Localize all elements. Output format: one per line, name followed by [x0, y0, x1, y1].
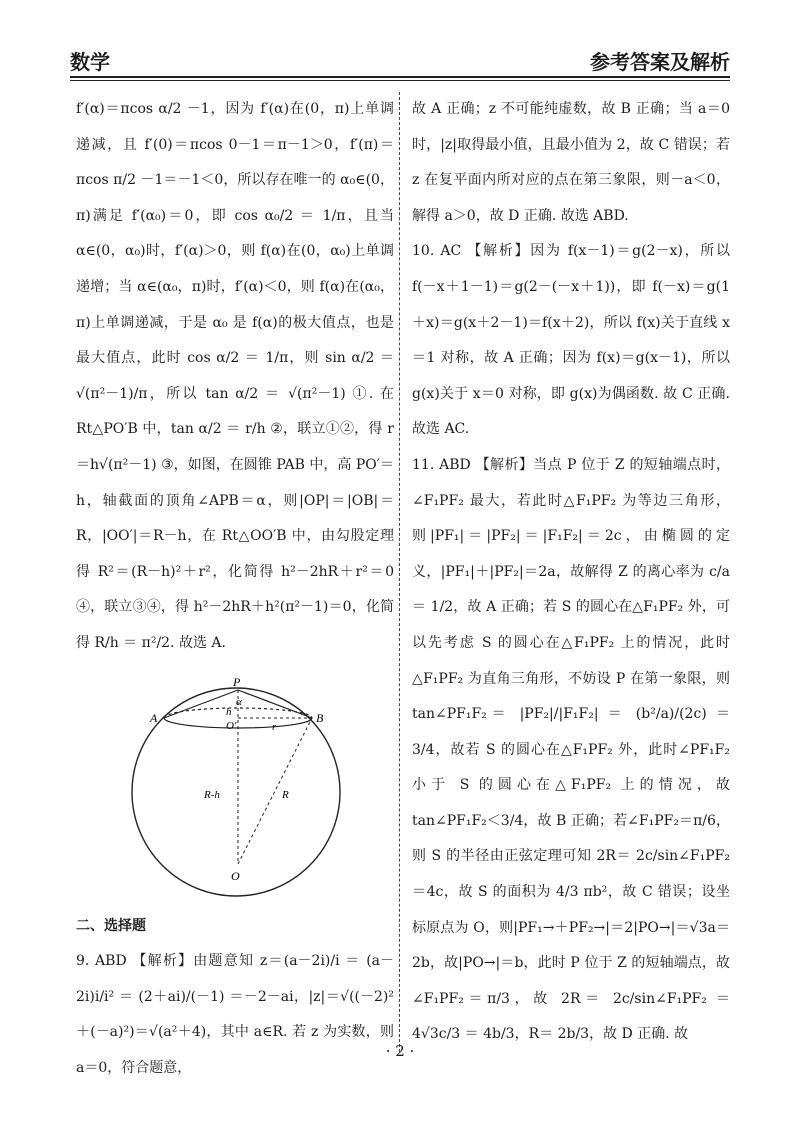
sphere-radius-line — [238, 718, 312, 864]
label-O-prime: O′ — [226, 719, 237, 732]
label-r: r — [272, 720, 277, 733]
label-B: B — [316, 710, 324, 725]
label-R-minus-h: R-h — [204, 788, 220, 801]
solution-10-text: 10. AC 【解析】因为 f(x－1)＝g(2－x)，所以 f(－x＋1－1)＝g(2－(－x＋1))，即 f(－x)＝g(1＋x)＝g(x＋2－1)＝f(x＋2)，所以 f(x)关于直线 x＝1 对称，故 A 正确；因为 f(x)＝g(x－1)，所以 g(x)关于 x＝0 对称，即 g(x)为偶函数. 故 C 正确. 故选 AC. — [412, 243, 730, 438]
sphere-cone-diagram — [76, 674, 394, 899]
header-title: 参考答案及解析 — [590, 50, 730, 74]
label-h: h — [226, 705, 232, 718]
solution-11-text: 11. ABD 【解析】当点 P 位于 Z 的短轴端点时，∠F₁PF₂ 最大，若此时△F₁PF₂ 为等边三角形，则|PF₁|＝|PF₂|＝|F₁F₂|＝2c，由椭圆的定义，|PF₁|＋|PF₂|＝2a，故解得 Z 的离心率为 c/a ＝ 1/2，故 A 正确；若 S 的圆心在△F₁PF₂ 外，可以先考虑 S 的圆心在△F₁PF₂ 上的情况，此时△F₁PF₂ 为直角三角形，不妨设 P 在第一象限，则 tan∠PF₁F₂＝ |PF₂|/|F₁F₂| ＝ (b²/a)/(2c) ＝ 3/4，故若 S 的圆心在△F₁PF₂ 外，此时∠PF₁F₂ 小于 S 的圆心在△F₁PF₂ 上的情况，故 tan∠PF₁F₂＜3/4，故 B 正确；若∠F₁PF₂＝π/6，则 S 的半径由正弦定理可知 2R＝ 2c/sin∠F₁PF₂ ＝4c，故 S 的面积为 4/3 πb²，故 C 错误；设坐标原点为 O，则|PF₁→＋PF₂→|＝2|PO→|＝√3a＝2b，故|PO→|＝b，此时 P 位于 Z 的短轴端点，故∠F₁PF₂＝π/3，故 2R＝ 2c/sin∠F₁PF₂ ＝ 4√3c/3 ＝ 4b/3，R＝ 2b/3，故 D 正确. 故 — [412, 456, 730, 1043]
label-O: O — [231, 868, 240, 883]
page-header — [70, 38, 730, 78]
label-P: P — [233, 674, 241, 689]
solution-9-continued: 故 A 正确；z 不可能纯虚数，故 B 正确；当 a＝0 时，|z|取得最小值，且最小值为 2，故 C 错误；若 z 在复平面内所对应的点在第三象限，则－a＜0，解得 a＞0，故 D 正确. 故选 ABD. — [412, 101, 730, 224]
right-column — [412, 92, 730, 1053]
solution-8-text: f′(α)＝πcos α/2 －1，因为 f′(α)在(0，π)上单调递减，且 f′(0)＝πcos 0－1＝π－1＞0，f′(π)＝πcos π/2 －1＝－1＜0，所以存在唯一的 α₀∈(0，π)满足 f′(α₀)＝0，即 cos α₀/2 ＝ 1/π，且当 α∈(0，α₀)时，f′(α)＞0，则 f(α)在(0，α₀)上单调递增；当 α∈(α₀，π)时，f′(α)＜0，则 f(α)在(α₀，π)上单调递减，于是 α₀ 是 f(α)的极大值点，也是最大值点，此时 cos α/2 ＝ 1/π，则 sin α/2 ＝ √(π²－1)/π，所以 tan α/2 ＝ √(π²－1) ①. 在 Rt△PO′B 中，tan α/2 ＝ r/h ②，联立①②，得 r＝h√(π²－1) ③，如图，在圆锥 PAB 中，高 PO′＝h，轴截面的顶角∠APB＝α，则|OP|＝|OB|＝R，|OO′|＝R－h，在 Rt△OO′B 中，由勾股定理得 R²＝(R－h)²＋r²，化简得 h²－2hR＋r²＝0 ④，联立③④，得 h²－2hR＋h²(π²－1)＝0，化简得 R/h ＝ π²/2. 故选 A. — [76, 101, 394, 651]
header-rule-thick — [70, 76, 730, 78]
section-title-multiple-choice: 二、选择题 — [76, 917, 146, 934]
page-number: · 2 · — [385, 1042, 415, 1060]
label-alpha: α — [236, 695, 242, 708]
solution-9-text: 9. ABD 【解析】由题意知 z＝(a－2i)/i ＝ (a－2i)i/i² ＝ (2＋ai)/(－1) ＝－2－ai，|z|＝√((－2)²＋(－a)²)＝√(a²＋4)，其中 a∈R. 若 z 为实数，则 a＝0，符合题意， — [76, 953, 394, 1076]
subject-label: 数学 — [70, 50, 110, 74]
header-rule-thin — [70, 80, 730, 81]
column-divider — [399, 92, 400, 1052]
left-column — [76, 92, 394, 1086]
label-A: A — [150, 710, 158, 725]
label-R: R — [282, 788, 289, 801]
cone-side-pb — [238, 690, 312, 718]
